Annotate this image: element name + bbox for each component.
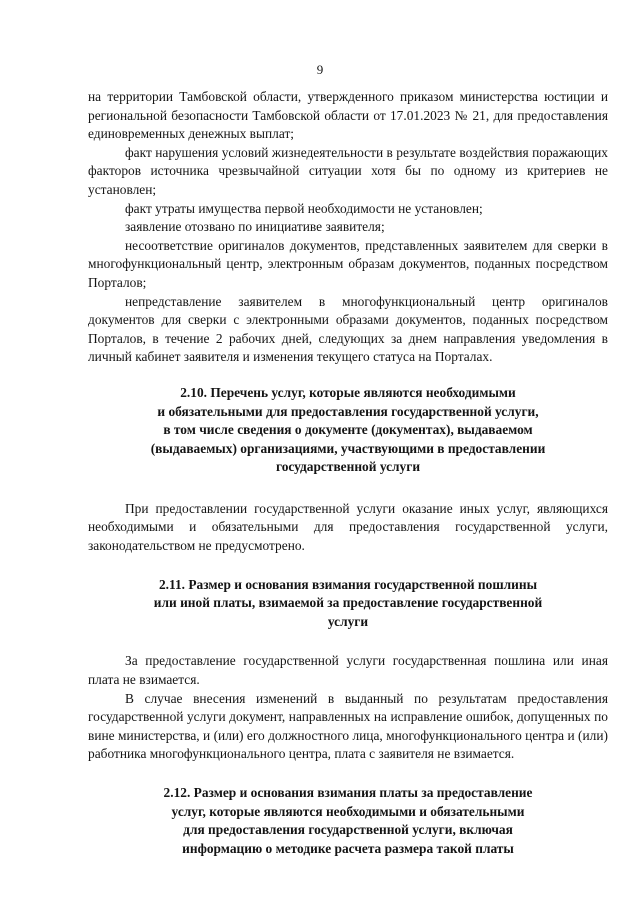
heading-line: 2.10. Перечень услуг, которые являются необходимыми — [180, 384, 516, 400]
heading-line: в том числе сведения о документе (документах), выдаваемом — [163, 422, 533, 438]
heading-line: услуг, которые являются необходимыми и обязательными — [171, 803, 525, 819]
heading-line: услуги — [327, 613, 369, 629]
paragraph-item: факт утраты имущества первой необходимости не установлен; — [125, 200, 483, 216]
paragraph-item: несоответствие оригиналов документов, представленных заявителем для сверки в многофункциональный центр, электронным образам документов, поданных посредством Порталов; — [88, 237, 608, 290]
paragraph-item: При предоставлении государственной услуги оказание иных услуг, являющихся необходимыми и обязательными для предоставления государственной услуги, законодательством не предусмотрено. — [88, 500, 608, 554]
heading-line: для предоставления государственной услуги, включая — [183, 822, 513, 838]
heading-line: и обязательными для предоставления государственной услуги, — [157, 403, 539, 419]
paragraph-item: В случае внесения изменений в выданный по результатам предоставления государственной услуги документ, направленных на исправление ошибок, допущенных по вине министерства, и (или) его должностного лица, многофункционального центра и (или) работника многофункционального центра, плата с заявителя не взимается. — [88, 690, 608, 762]
document-body — [88, 88, 608, 858]
heading-line: информацию о методике расчета размера такой платы — [182, 840, 514, 856]
paragraph-item: За предоставление государственной услуги государственная пошлина или иная плата не взимается. — [88, 653, 608, 688]
heading-line: 2.11. Размер и основания взимания государственной пошлины — [158, 576, 538, 592]
heading-line: или иной платы, взимаемой за предоставление государственной — [153, 595, 543, 611]
section-heading-2-11 — [88, 576, 608, 632]
heading-line: государственной услуги — [275, 459, 421, 475]
paragraph-continuation: на территории Тамбовской области, утвержденного приказом министерства юстиции и региональной безопасности Тамбовской области от 17.01.2023 № 21, для предоставления единовременных денежных выплат; — [88, 89, 608, 142]
section-heading-2-12 — [88, 784, 608, 858]
paragraph-item: заявление отозвано по инициативе заявителя; — [125, 219, 385, 235]
paragraph-item: факт нарушения условий жизнедеятельности в результате воздействия поражающих факторов источника чрезвычайной ситуации хотя бы по одному из критериев не установлен; — [88, 144, 608, 197]
page-number: 9 — [316, 62, 324, 77]
paragraph-item: непредставление заявителем в многофункциональный центр оригиналов документов для сверки с электронными образами документов, поданных посредством Порталов, в течение 2 рабочих дней, следующих за днем направления уведомления в личный кабинет заявителя и изменения текущего статуса на Порталах. — [88, 293, 608, 365]
section-heading-2-10 — [88, 384, 608, 477]
heading-line: (выдаваемых) организациями, участвующими в предоставлении — [150, 440, 546, 456]
heading-line: 2.12. Размер и основания взимания платы за предоставление — [163, 785, 533, 800]
